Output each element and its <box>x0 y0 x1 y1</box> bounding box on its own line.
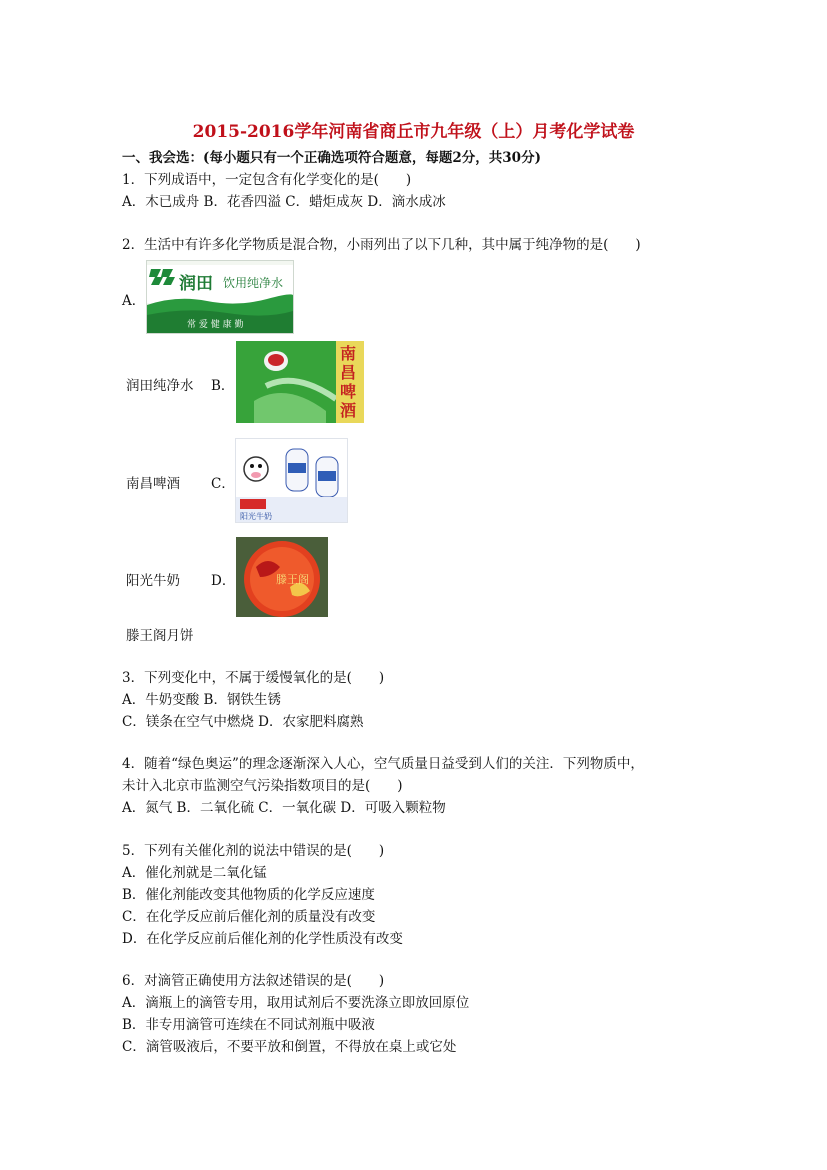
question-1-stem: 1．下列成语中，一定包含有化学变化的是( ) <box>122 172 412 188</box>
pure-water-label-image <box>146 260 294 334</box>
question-5-stem: 5．下列有关催化剂的说法中错误的是( ) <box>122 843 385 859</box>
question-5-option-c: C．在化学反应前后催化剂的质量没有改变 <box>122 909 376 925</box>
option-b-caption: 南昌啤酒 <box>126 476 180 492</box>
milk-ad-image <box>235 438 348 523</box>
option-a-label: A． <box>122 293 146 309</box>
page-title: 2015-2016学年河南省商丘市九年级（上）月考化学试卷 <box>192 122 635 142</box>
option-d-label: D． <box>211 573 236 589</box>
question-4-stem-1: 4．随着“绿色奥运”的理念逐渐深入人心，空气质量日益受到人们的关注．下列物质中， <box>122 756 644 772</box>
question-6-stem: 6．对滴管正确使用方法叙述错误的是( ) <box>122 973 385 989</box>
brand-text: 润田 <box>179 274 213 294</box>
milk-brand-text: 阳光牛奶 <box>240 512 272 521</box>
question-1-options: A．木已成舟 B．花香四溢 C．蜡炬成灰 D．滴水成冰 <box>122 194 446 210</box>
question-6-option-a: A．滴瓶上的滴管专用，取用试剂后不要洗涤立即放回原位 <box>122 995 470 1011</box>
question-3-options-1: A．牛奶变酸 B．钢铁生锈 <box>122 692 281 708</box>
option-c-caption: 阳光牛奶 <box>126 573 180 589</box>
question-4-stem-2: 未计入北京市监测空气污染指数项目的是( ) <box>122 778 403 794</box>
mooncake-box-image <box>236 537 328 617</box>
question-2-stem: 2．生活中有许多化学物质是混合物，小雨列出了以下几种，其中属于纯净物的是( ) <box>122 237 641 253</box>
question-3-stem: 3．下列变化中，不属于缓慢氧化的是( ) <box>122 670 385 686</box>
milk-ad-graphic <box>236 439 347 522</box>
mooncake-brand-text: 滕王阁 <box>276 573 309 586</box>
option-c-label: C． <box>211 476 235 492</box>
question-5-option-b: B．催化剂能改变其他物质的化学反应速度 <box>122 887 375 903</box>
question-6-option-b: B．非专用滴管可连续在不同试剂瓶中吸液 <box>122 1017 375 1033</box>
option-d-caption: 滕王阁月饼 <box>126 628 194 644</box>
product-text: 饮用纯净水 <box>223 276 284 290</box>
beer-brand-text: 南昌啤酒 <box>340 344 357 420</box>
question-3-options-2: C．镁条在空气中燃烧 D．农家肥料腐熟 <box>122 714 364 730</box>
option-b-label: B． <box>211 378 235 394</box>
question-5-option-d: D．在化学反应前后催化剂的化学性质没有改变 <box>122 931 403 947</box>
option-a-caption: 润田纯净水 <box>126 378 194 394</box>
question-5-option-a: A．催化剂就是二氧化锰 <box>122 865 267 881</box>
question-6-option-c: C．滴管吸液后，不要平放和倒置，不得放在桌上或它处 <box>122 1039 457 1055</box>
beer-ad-image <box>236 341 364 423</box>
slogan-text: 常 爱 健 康 勤 <box>187 320 244 330</box>
section-heading: 一、我会选：(每小题只有一个正确选项符合题意，每题2分，共30分) <box>122 150 541 166</box>
question-4-options: A．氮气 B．二氧化硫 C．一氧化碳 D．可吸入颗粒物 <box>122 800 446 816</box>
